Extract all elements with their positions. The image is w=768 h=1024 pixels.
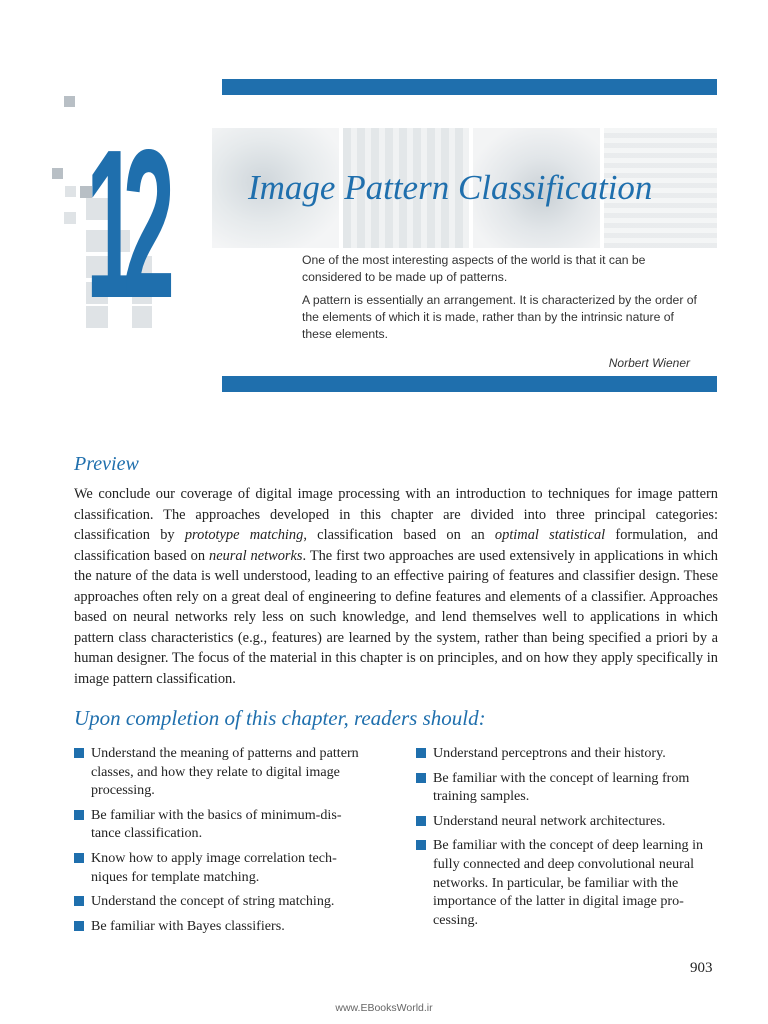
objective-text: Understand perceptrons and their history. xyxy=(433,745,666,761)
deco-square xyxy=(65,186,76,197)
objective-text: Be familiar with the concept of deep learning in fully connected and deep convolutional neural networks. In particular, be familiar with the importance of the latter in digital image processing. xyxy=(433,837,704,928)
bullet-square-icon xyxy=(416,748,426,758)
epigraph xyxy=(302,252,697,349)
preview-emphasis: prototype matching xyxy=(184,527,304,543)
objective-item xyxy=(74,744,366,800)
preview-run: We conclude our coverage of digital image processing with an introduction to techniques for image pattern classification. The approaches developed in this chapter are divided into three principal categories: classification by xyxy=(74,486,718,543)
preview-heading: Preview xyxy=(74,453,139,475)
chapter-title: Image Pattern Classification xyxy=(248,168,653,207)
objective-text: Know how to apply image correlation techniques for template matching. xyxy=(91,849,337,885)
objective-text: Understand the concept of string matching. xyxy=(91,893,335,910)
bullet-square-icon xyxy=(74,748,84,758)
objective-text: Be familiar with the basics of minimum-distance classification. xyxy=(91,806,342,842)
objective-text: Understand the meaning of patterns and pattern classes, and how they relate to digital image processing. xyxy=(91,745,359,799)
objective-item xyxy=(416,744,718,763)
preview-run: formulation, and classification based on xyxy=(74,527,718,564)
bullet-square-icon xyxy=(416,773,426,783)
bullet-square-icon xyxy=(74,810,84,820)
objective-item xyxy=(74,917,366,936)
bullet-square-icon xyxy=(74,921,84,931)
objective-item xyxy=(74,892,366,911)
footer-watermark: www.EBooksWorld.ir xyxy=(335,1002,433,1014)
deco-square xyxy=(64,96,75,107)
preview-run: , classification based on an xyxy=(303,527,495,543)
preview-emphasis: optimal statistical xyxy=(494,527,606,543)
bullet-square-icon xyxy=(416,816,426,826)
header-top-bar xyxy=(222,79,717,95)
objectives-heading: Upon completion of this chapter, readers should: xyxy=(74,706,486,730)
objective-item xyxy=(74,849,366,886)
epigraph-paragraph: A pattern is essentially an arrangement. It is characterized by the order of the elements of which it is made, rather than by the intrinsic nature of these elements. xyxy=(302,293,697,341)
bullet-square-icon xyxy=(74,896,84,906)
deco-square xyxy=(52,168,63,179)
objectives-list-left xyxy=(74,744,366,941)
bullet-square-icon xyxy=(74,853,84,863)
deco-square xyxy=(64,212,76,224)
objective-item xyxy=(416,836,718,929)
preview-text xyxy=(74,484,718,689)
objectives-list-right xyxy=(416,744,718,935)
preview-emphasis: neural networks xyxy=(209,547,303,564)
epigraph-author: Norbert Wiener xyxy=(608,356,690,370)
bullet-square-icon xyxy=(416,840,426,850)
page-number: 903 xyxy=(690,960,713,976)
objective-item xyxy=(74,806,366,843)
epigraph-paragraph: One of the most interesting aspects of the world is that it can be considered to be made up of patterns. xyxy=(302,253,646,284)
objective-text: Understand neural network architectures. xyxy=(433,812,666,829)
objective-item xyxy=(416,812,718,831)
objective-text: Be familiar with Bayes classifiers. xyxy=(91,917,285,934)
objective-text: Be familiar with the concept of learning from training samples. xyxy=(433,769,690,805)
chapter-number: 12 xyxy=(86,105,160,342)
header-bottom-bar xyxy=(222,376,717,392)
objective-item xyxy=(416,769,718,806)
preview-run: . The first two approaches are used extensively in applications in which the nature of the data is well understood, leading to an effective pairing of features and classifier design. These approaches often rely on a great deal of engineering to define features and elements of a classifier. Approaches based on neural networks rely less on such knowledge, and lend themselves well to applications in which pattern class characteristics (e.g., features) are learned by the system, rather than being specified a priori by a human designer. The focus of the material in this chapter is on principles, and on how they apply specifically in image pattern classification. xyxy=(74,547,718,687)
